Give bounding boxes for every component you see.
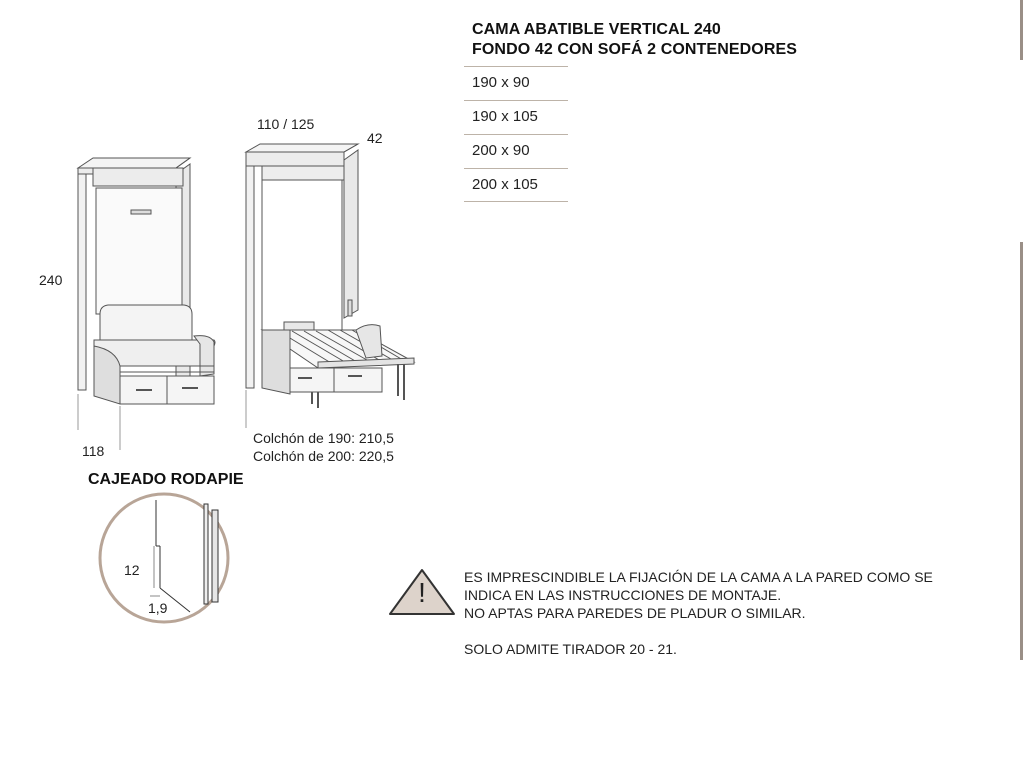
notice-line: SOLO ADMITE TIRADOR 20 - 21. [464,641,677,657]
product-title-line2: FONDO 42 CON SOFÁ 2 CONTENEDORES [472,41,798,58]
installation-notice [464,568,1004,658]
product-title-line1: CAMA ABATIBLE VERTICAL 240 [472,21,721,38]
dimension-depth: 42 [367,130,383,146]
size-option: 190 x 105 [464,100,568,134]
open-bed-drawing [246,144,414,428]
closed-bed-drawing [78,158,215,450]
notice-line: NO APTAS PARA PAREDES DE PLADUR O SIMILAR. [464,605,806,621]
dimension-width: 110 / 125 [257,116,315,132]
notice-line: ES IMPRESCINDIBLE LA FIJACIÓN DE LA CAMA A LA PARED COMO SE [464,569,933,585]
dimension-height: 240 [39,272,63,288]
notice-line: INDICA EN LAS INSTRUCCIONES DE MONTAJE. [464,587,782,603]
warning-exclamation: ! [418,577,426,608]
skirting-detail-depth: 1,9 [148,600,168,616]
mattress-200-length: Colchón de 200: 220,5 [253,448,394,464]
mattress-190-length: Colchón de 190: 210,5 [253,430,394,446]
size-option: 200 x 90 [464,134,568,168]
skirting-detail-title: CAJEADO RODAPIE [88,471,244,488]
dimension-sofa-depth: 118 [82,443,105,459]
skirting-detail-height: 12 [124,562,140,578]
size-option: 200 x 105 [464,168,568,202]
size-option: 190 x 90 [464,66,568,100]
